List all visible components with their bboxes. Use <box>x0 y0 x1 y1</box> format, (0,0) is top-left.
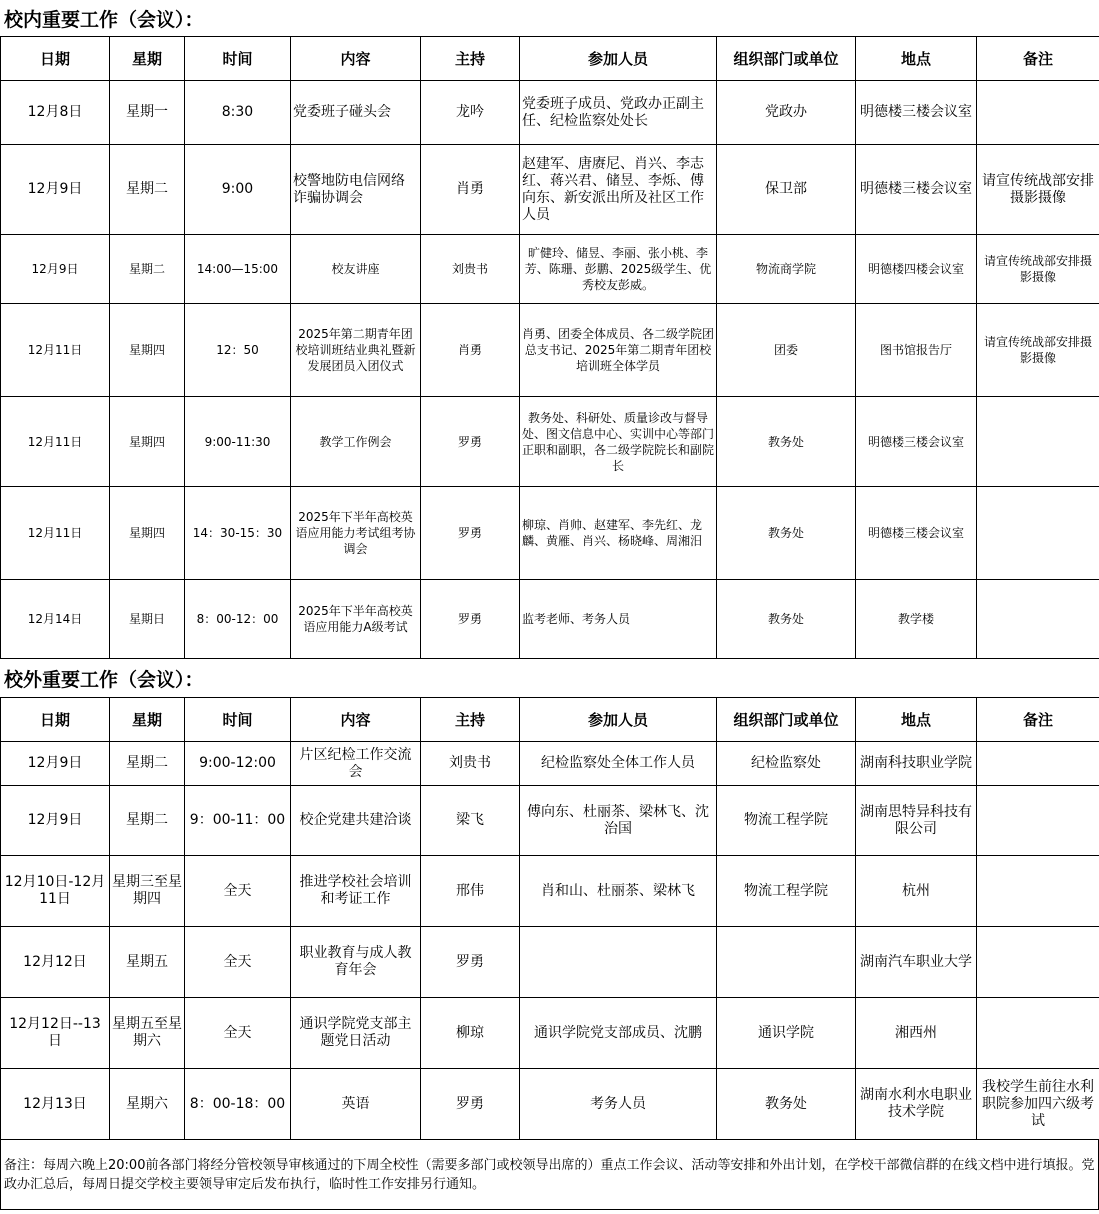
cell-weekday: 星期二 <box>110 235 185 304</box>
cell-weekday: 星期四 <box>110 397 185 487</box>
table-row <box>1 235 1099 304</box>
cell-remarks: 我校学生前往水利职院参加四六级考试 <box>977 1069 1099 1140</box>
cell-organizer: 教务处 <box>717 397 856 487</box>
cell-organizer: 教务处 <box>717 580 856 659</box>
header-time: 时间 <box>185 698 291 742</box>
cell-location: 明德楼三楼会议室 <box>856 81 977 145</box>
cell-location: 湖南思特异科技有限公司 <box>856 786 977 856</box>
cell-time: 全天 <box>185 998 291 1069</box>
cell-host: 罗勇 <box>421 1069 520 1140</box>
cell-content: 职业教育与成人教育年会 <box>291 927 421 998</box>
header-weekday: 星期 <box>110 37 185 81</box>
cell-content: 2025年下半年高校英语应用能力A级考试 <box>291 580 421 659</box>
cell-time: 14：30-15：30 <box>185 487 291 580</box>
cell-content: 校警地防电信网络诈骗协调会 <box>291 145 421 235</box>
table-row <box>1 145 1099 235</box>
cell-remarks <box>977 487 1099 580</box>
cell-date: 12月9日 <box>1 145 110 235</box>
cell-time: 全天 <box>185 927 291 998</box>
cell-time: 14:00—15:00 <box>185 235 291 304</box>
table-row <box>1 397 1099 487</box>
cell-date: 12月13日 <box>1 1069 110 1140</box>
table-row <box>1 580 1099 659</box>
cell-organizer: 纪检监察处 <box>717 742 856 786</box>
cell-weekday: 星期日 <box>110 580 185 659</box>
cell-participants: 教务处、科研处、质量诊改与督导处、图文信息中心、实训中心等部门正职和副职，各二级学院院长和副院长 <box>520 397 717 487</box>
cell-location: 明德楼三楼会议室 <box>856 145 977 235</box>
cell-host: 罗勇 <box>421 927 520 998</box>
cell-remarks: 请宣传统战部安排摄影摄像 <box>977 304 1099 397</box>
header-participants: 参加人员 <box>520 37 717 81</box>
table-row <box>1 81 1099 145</box>
cell-weekday: 星期四 <box>110 304 185 397</box>
cell-date: 12月9日 <box>1 786 110 856</box>
cell-remarks <box>977 927 1099 998</box>
cell-host: 龙吟 <box>421 81 520 145</box>
cell-organizer: 团委 <box>717 304 856 397</box>
cell-weekday: 星期五 <box>110 927 185 998</box>
table-row <box>1 487 1099 580</box>
cell-remarks <box>977 786 1099 856</box>
cell-participants: 肖和山、杜丽茶、梁林飞 <box>520 856 717 927</box>
cell-location: 明德楼四楼会议室 <box>856 235 977 304</box>
internal-header-row <box>1 37 1099 81</box>
cell-participants: 柳琼、肖帅、赵建军、李先红、龙麟、黄雁、肖兴、杨晓峰、周湘汨 <box>520 487 717 580</box>
cell-time: 12：50 <box>185 304 291 397</box>
header-remarks: 备注 <box>977 37 1099 81</box>
cell-date: 12月8日 <box>1 81 110 145</box>
cell-time: 9:00 <box>185 145 291 235</box>
cell-content: 校企党建共建洽谈 <box>291 786 421 856</box>
cell-remarks: 请宣传统战部安排摄影摄像 <box>977 235 1099 304</box>
cell-host: 肖勇 <box>421 304 520 397</box>
cell-weekday: 星期五至星期六 <box>110 998 185 1069</box>
cell-content: 2025年第二期青年团校培训班结业典礼暨新发展团员入团仪式 <box>291 304 421 397</box>
cell-remarks <box>977 742 1099 786</box>
cell-location: 明德楼三楼会议室 <box>856 397 977 487</box>
cell-remarks <box>977 580 1099 659</box>
cell-content: 党委班子碰头会 <box>291 81 421 145</box>
header-location: 地点 <box>856 698 977 742</box>
table-row <box>1 742 1099 786</box>
cell-weekday: 星期三至星期四 <box>110 856 185 927</box>
table-row <box>1 304 1099 397</box>
cell-date: 12月9日 <box>1 742 110 786</box>
header-host: 主持 <box>421 37 520 81</box>
cell-participants: 旷健玲、储昱、李丽、张小桃、李芳、陈珊、彭鹏、2025级学生、优秀校友彭威。 <box>520 235 717 304</box>
cell-participants <box>520 927 717 998</box>
cell-participants: 党委班子成员、党政办正副主任、纪检监察处处长 <box>520 81 717 145</box>
external-header-row <box>1 698 1099 742</box>
cell-location: 杭州 <box>856 856 977 927</box>
external-section-title: 校外重要工作（会议）： <box>4 669 204 691</box>
cell-date: 12月12日 <box>1 927 110 998</box>
header-content: 内容 <box>291 698 421 742</box>
cell-remarks <box>977 81 1099 145</box>
cell-organizer: 通识学院 <box>717 998 856 1069</box>
cell-weekday: 星期二 <box>110 145 185 235</box>
cell-location: 图书馆报告厅 <box>856 304 977 397</box>
cell-time: 9：00-11：00 <box>185 786 291 856</box>
cell-participants: 赵建军、唐赓尼、肖兴、李志红、蒋兴君、储昱、李烁、傅向东、新安派出所及社区工作人员 <box>520 145 717 235</box>
cell-organizer: 教务处 <box>717 1069 856 1140</box>
cell-weekday: 星期一 <box>110 81 185 145</box>
cell-participants: 纪检监察处全体工作人员 <box>520 742 717 786</box>
cell-date: 12月9日 <box>1 235 110 304</box>
cell-participants: 肖勇、团委全体成员、各二级学院团总支书记、2025年第二期青年团校培训班全体学员 <box>520 304 717 397</box>
cell-date: 12月12日--13日 <box>1 998 110 1069</box>
header-date: 日期 <box>1 37 110 81</box>
cell-content: 英语 <box>291 1069 421 1140</box>
cell-participants: 考务人员 <box>520 1069 717 1140</box>
cell-date: 12月10日-12月11日 <box>1 856 110 927</box>
header-organizer: 组织部门或单位 <box>717 698 856 742</box>
header-remarks: 备注 <box>977 698 1099 742</box>
internal-section-title: 校内重要工作（会议）： <box>4 9 204 31</box>
footer-note: 备注：每周六晚上20:00前各部门将经分管校领导审核通过的下周全校性（需要多部门或校领导出席的）重点工作会议、活动等安排和外出计划，在学校干部微信群的在线文档中进行填报。党政办汇总后，每周日提交学校主要领导审定后发布执行，临时性工作安排另行通知。 <box>0 1140 1099 1210</box>
cell-content: 推进学校社会培训和考证工作 <box>291 856 421 927</box>
cell-weekday: 星期二 <box>110 742 185 786</box>
internal-schedule-table <box>0 36 1099 659</box>
cell-host: 罗勇 <box>421 397 520 487</box>
cell-participants: 通识学院党支部成员、沈鹏 <box>520 998 717 1069</box>
cell-time: 9:00-12:00 <box>185 742 291 786</box>
cell-remarks <box>977 998 1099 1069</box>
cell-location: 湖南科技职业学院 <box>856 742 977 786</box>
header-weekday: 星期 <box>110 698 185 742</box>
cell-date: 12月11日 <box>1 304 110 397</box>
cell-organizer: 教务处 <box>717 487 856 580</box>
cell-organizer: 物流商学院 <box>717 235 856 304</box>
header-time: 时间 <box>185 37 291 81</box>
cell-content: 片区纪检工作交流会 <box>291 742 421 786</box>
cell-organizer: 党政办 <box>717 81 856 145</box>
cell-location: 湖南汽车职业大学 <box>856 927 977 998</box>
header-date: 日期 <box>1 698 110 742</box>
cell-participants: 监考老师、考务人员 <box>520 580 717 659</box>
header-host: 主持 <box>421 698 520 742</box>
cell-location: 湖南水利水电职业技术学院 <box>856 1069 977 1140</box>
cell-organizer: 物流工程学院 <box>717 786 856 856</box>
cell-content: 教学工作例会 <box>291 397 421 487</box>
header-location: 地点 <box>856 37 977 81</box>
table-row <box>1 1069 1099 1140</box>
table-row <box>1 856 1099 927</box>
cell-content: 通识学院党支部主题党日活动 <box>291 998 421 1069</box>
cell-time: 9:00-11:30 <box>185 397 291 487</box>
cell-host: 肖勇 <box>421 145 520 235</box>
cell-location: 教学楼 <box>856 580 977 659</box>
table-row <box>1 998 1099 1069</box>
cell-location: 湘西州 <box>856 998 977 1069</box>
cell-remarks <box>977 397 1099 487</box>
table-row <box>1 927 1099 998</box>
cell-organizer: 物流工程学院 <box>717 856 856 927</box>
cell-content: 2025年下半年高校英语应用能力考试组考协调会 <box>291 487 421 580</box>
cell-time: 8：00-12：00 <box>185 580 291 659</box>
cell-organizer: 保卫部 <box>717 145 856 235</box>
cell-host: 梁飞 <box>421 786 520 856</box>
header-participants: 参加人员 <box>520 698 717 742</box>
cell-host: 罗勇 <box>421 487 520 580</box>
cell-content: 校友讲座 <box>291 235 421 304</box>
cell-time: 8：00-18：00 <box>185 1069 291 1140</box>
cell-host: 罗勇 <box>421 580 520 659</box>
cell-weekday: 星期四 <box>110 487 185 580</box>
cell-location: 明德楼三楼会议室 <box>856 487 977 580</box>
cell-time: 8:30 <box>185 81 291 145</box>
cell-date: 12月11日 <box>1 397 110 487</box>
cell-remarks <box>977 856 1099 927</box>
external-schedule-table <box>0 697 1099 1140</box>
cell-date: 12月11日 <box>1 487 110 580</box>
header-content: 内容 <box>291 37 421 81</box>
table-row <box>1 786 1099 856</box>
cell-remarks: 请宣传统战部安排摄影摄像 <box>977 145 1099 235</box>
cell-host: 柳琼 <box>421 998 520 1069</box>
cell-date: 12月14日 <box>1 580 110 659</box>
header-organizer: 组织部门或单位 <box>717 37 856 81</box>
cell-organizer <box>717 927 856 998</box>
cell-participants: 傅向东、杜丽茶、梁林飞、沈治国 <box>520 786 717 856</box>
cell-host: 刘贵书 <box>421 235 520 304</box>
cell-weekday: 星期二 <box>110 786 185 856</box>
cell-host: 刘贵书 <box>421 742 520 786</box>
cell-weekday: 星期六 <box>110 1069 185 1140</box>
cell-host: 邢伟 <box>421 856 520 927</box>
cell-time: 全天 <box>185 856 291 927</box>
